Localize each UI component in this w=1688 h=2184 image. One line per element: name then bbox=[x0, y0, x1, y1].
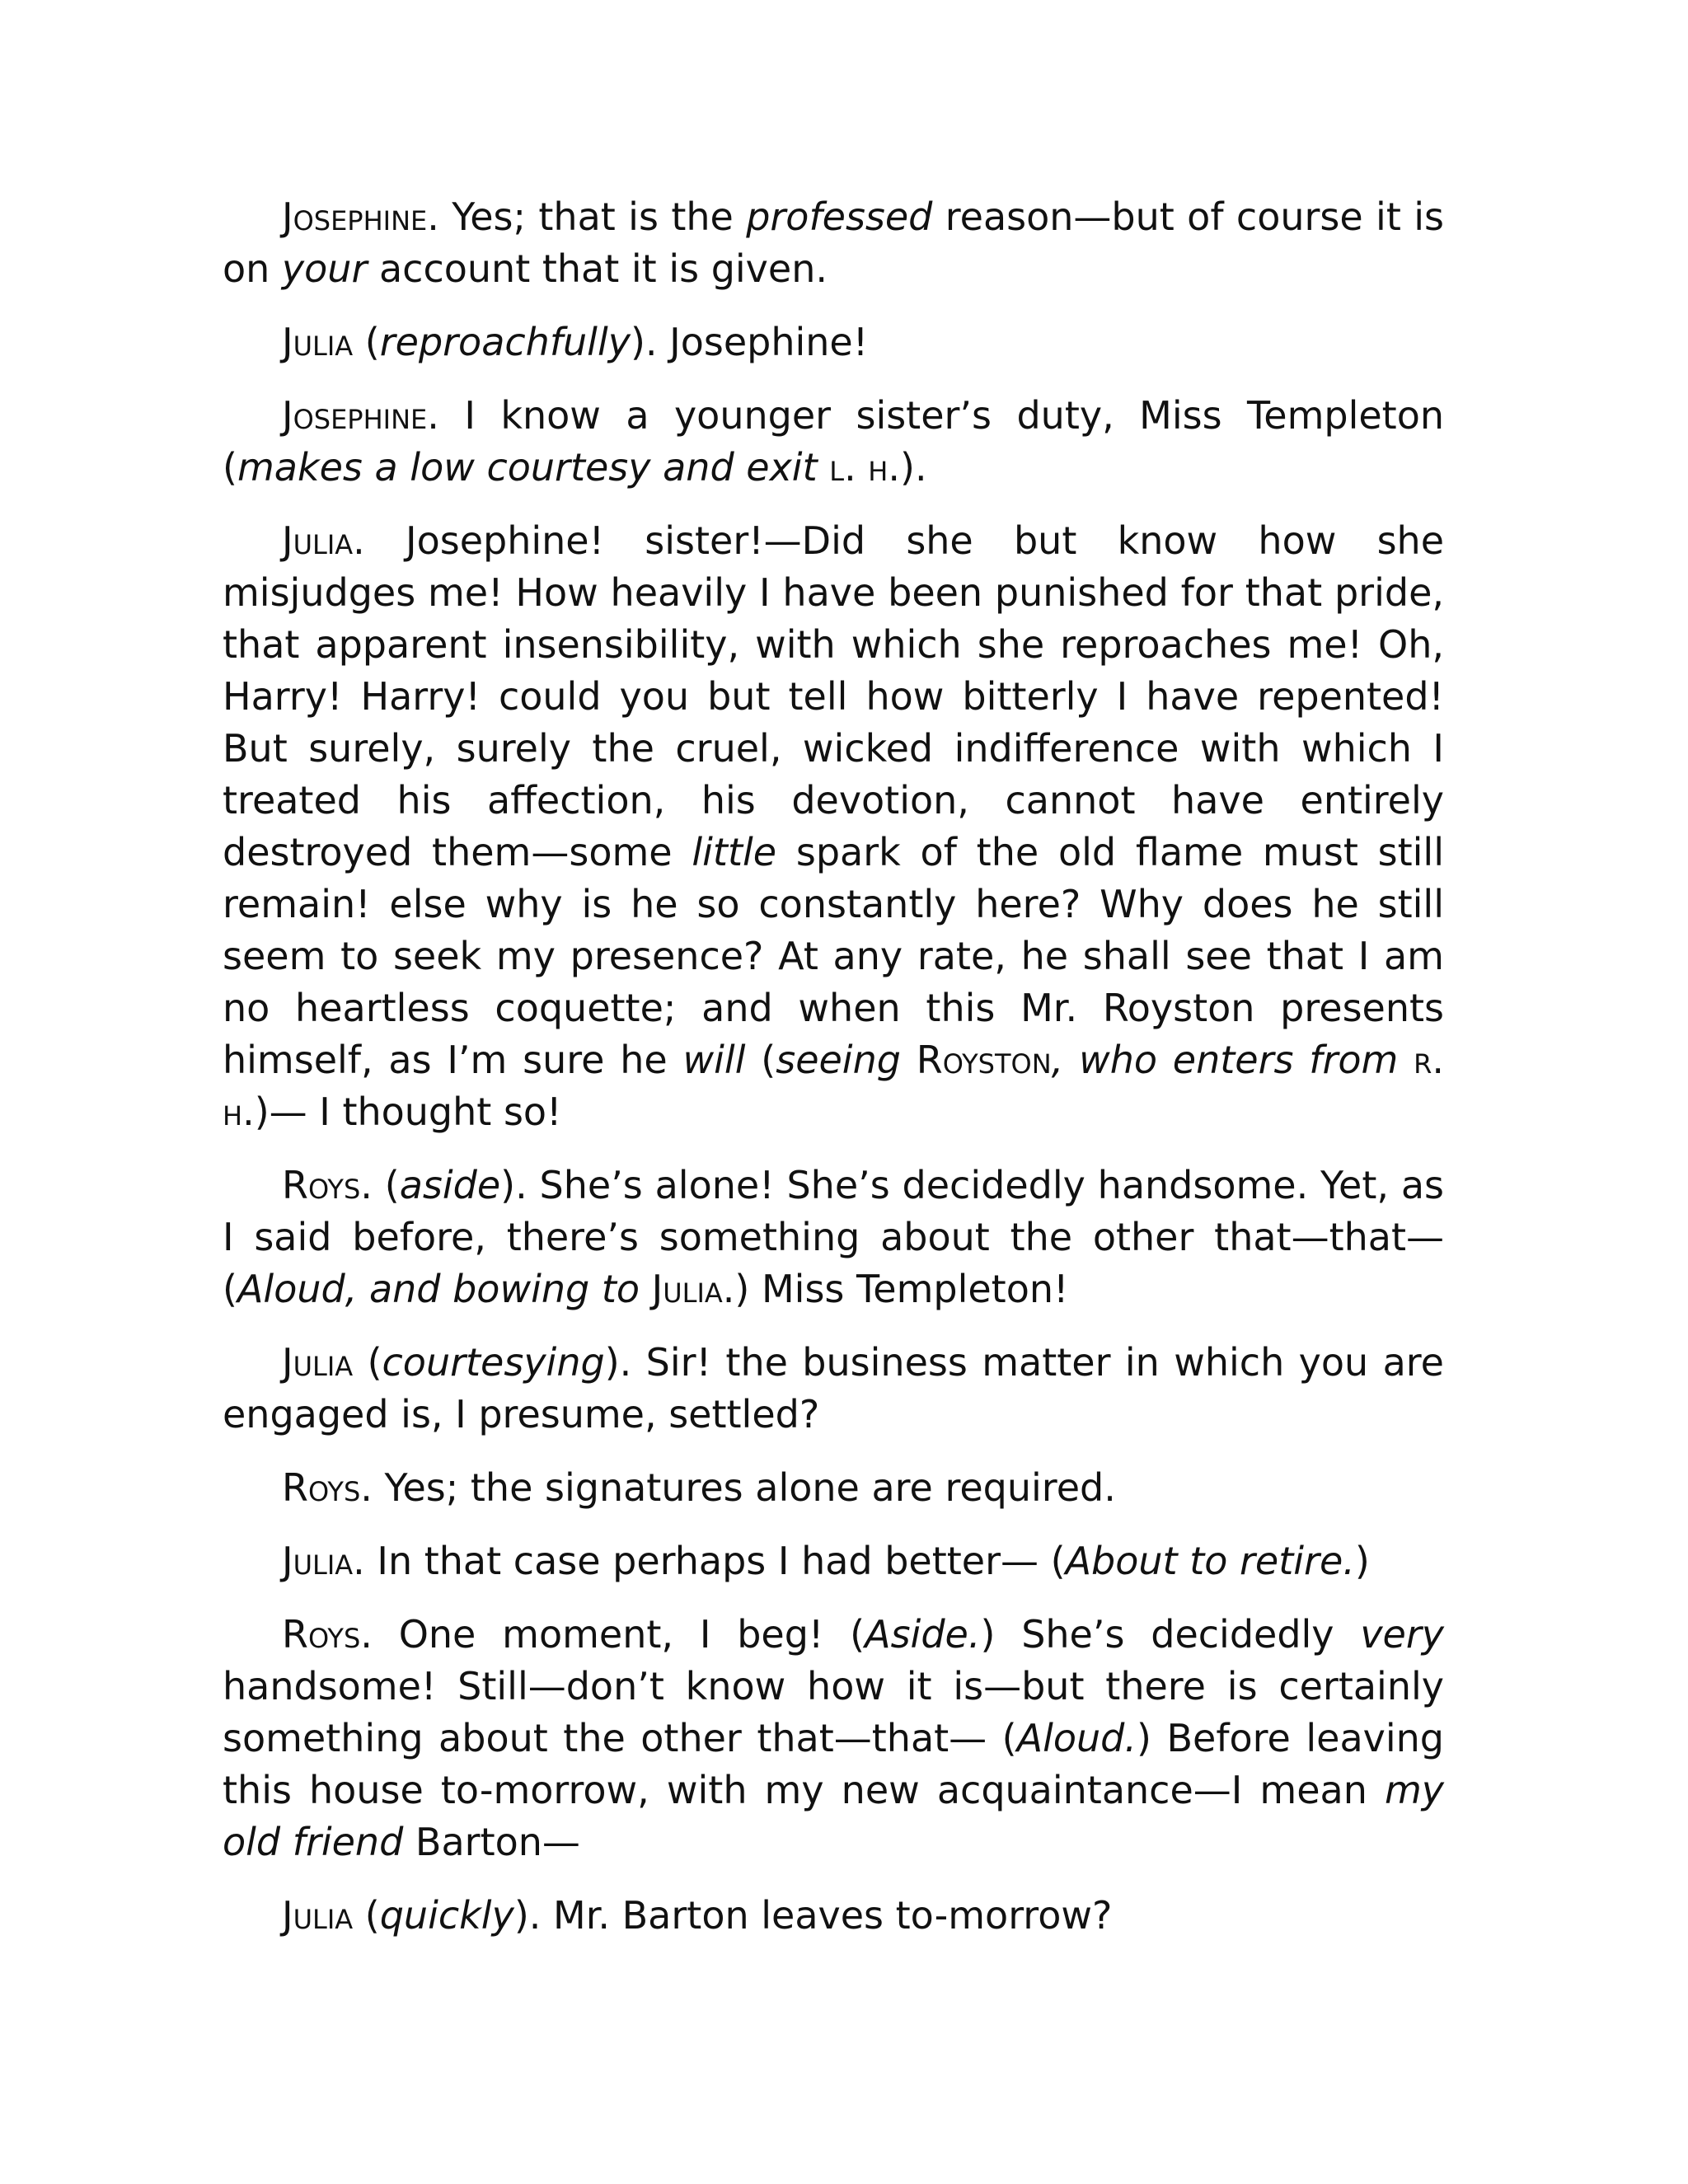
text-run: ( bbox=[353, 1340, 382, 1385]
dialogue-paragraph bbox=[223, 1609, 1444, 1868]
speaker-name: Julia bbox=[282, 1893, 354, 1938]
speaker-name: Julia bbox=[282, 1340, 354, 1385]
text-run: reason—but of course it is on bbox=[223, 194, 1444, 291]
text-run: ) Before leaving this house to-morrow, with my new acquaintance—I mean bbox=[223, 1716, 1444, 1812]
emphasis-text: very bbox=[1360, 1612, 1444, 1657]
emphasis-text: my old friend bbox=[223, 1768, 1444, 1864]
dialogue-paragraph bbox=[223, 316, 1444, 368]
emphasis-text: professed bbox=[746, 194, 933, 239]
stage-direction: courtesying bbox=[382, 1340, 605, 1385]
text-run: account that it is given. bbox=[367, 246, 828, 291]
speaker-name: Julia bbox=[282, 518, 354, 563]
text-run: )— I thought so! bbox=[254, 1090, 562, 1134]
text-run: . Josephine! sister!—Did she but know how she misjudges me! How heavily I have been punished for that pride, that apparent insensibility, with which she reproaches me! Oh, Harry! Harry! could you but tell how bitterly I have repented! But surely, surely the cruel, wicked indifference with which I treated his affection, his devotion, cannot have entirely destroyed them—some bbox=[223, 518, 1444, 874]
stage-direction: Aside. bbox=[865, 1612, 981, 1657]
text-run: spark of the old flame must still remain! else why is he so constantly here? Why does he still seem to seek my presence? At any rate, he shall see that I am no heartless coquette; and when this Mr. Royston presents himself, as I’m sure he bbox=[223, 830, 1444, 1082]
play-text-page bbox=[223, 191, 1444, 1963]
stage-position: r. h. bbox=[223, 1038, 1444, 1134]
dialogue-paragraph bbox=[223, 1337, 1444, 1441]
text-run: ). Josephine! bbox=[630, 320, 869, 364]
emphasis-text: little bbox=[692, 830, 777, 874]
stage-direction: About to retire. bbox=[1065, 1539, 1355, 1583]
text-run: ). bbox=[900, 445, 927, 490]
speaker-name: Josephine bbox=[282, 393, 428, 438]
text-run: ) bbox=[1354, 1539, 1370, 1583]
dialogue-paragraph bbox=[223, 1535, 1444, 1587]
emphasis-text: your bbox=[281, 246, 368, 291]
text-run: handsome! Still—don’t know how it is—but there is certainly something about the other that—that— ( bbox=[223, 1664, 1444, 1760]
text-run: . I know a younger sister’s duty, Miss Templeton ( bbox=[223, 393, 1444, 490]
stage-direction: seeing bbox=[776, 1038, 901, 1082]
text-run: . Yes; that is the bbox=[427, 194, 747, 239]
dialogue-paragraph bbox=[223, 1890, 1444, 1942]
text-run: ). Mr. Barton leaves to-morrow? bbox=[513, 1893, 1113, 1938]
text-run: ( bbox=[353, 320, 380, 364]
dialogue-paragraph bbox=[223, 515, 1444, 1138]
text-run: ). She’s alone! She’s decidedly handsome. Yet, as I said before, there’s something about the other that—that— ( bbox=[223, 1163, 1444, 1311]
stage-direction: Aloud. bbox=[1016, 1716, 1137, 1760]
character-name: Royston bbox=[900, 1038, 1052, 1082]
emphasis-text: will bbox=[682, 1038, 746, 1082]
speaker-name: Roys bbox=[282, 1163, 361, 1207]
text-run: Barton— bbox=[403, 1820, 580, 1864]
text-run: ). Sir! the business matter in which you are engaged is, I presume, settled? bbox=[223, 1340, 1444, 1436]
speaker-name: Josephine bbox=[282, 194, 428, 239]
text-run: . Yes; the signatures alone are required. bbox=[360, 1465, 1116, 1510]
text-run: . ( bbox=[360, 1163, 400, 1207]
stage-direction: makes a low courtesy and exit bbox=[237, 445, 830, 490]
dialogue-paragraph bbox=[223, 390, 1444, 494]
stage-direction: aside bbox=[399, 1163, 501, 1207]
text-run: .) Miss Templeton! bbox=[722, 1267, 1069, 1311]
text-run: ) She’s decidedly bbox=[980, 1612, 1361, 1657]
speaker-name: Julia bbox=[282, 1539, 354, 1583]
stage-direction: reproachfully bbox=[379, 320, 631, 364]
stage-direction: Aloud, and bowing to bbox=[237, 1267, 652, 1311]
character-name: Julia bbox=[651, 1267, 723, 1311]
text-run: . In that case perhaps I had better— ( bbox=[353, 1539, 1066, 1583]
text-run: . One moment, I beg! ( bbox=[360, 1612, 865, 1657]
stage-direction: quickly bbox=[379, 1893, 514, 1938]
dialogue-paragraph bbox=[223, 1462, 1444, 1514]
dialogue-paragraph bbox=[223, 1160, 1444, 1315]
text-run: ( bbox=[353, 1893, 380, 1938]
speaker-name: Julia bbox=[282, 320, 354, 364]
text-run: ( bbox=[745, 1038, 776, 1082]
stage-direction: , who enters from bbox=[1051, 1038, 1414, 1082]
stage-position: l. h. bbox=[829, 445, 900, 490]
speaker-name: Roys bbox=[282, 1465, 361, 1510]
dialogue-paragraph bbox=[223, 191, 1444, 295]
speaker-name: Roys bbox=[282, 1612, 361, 1657]
